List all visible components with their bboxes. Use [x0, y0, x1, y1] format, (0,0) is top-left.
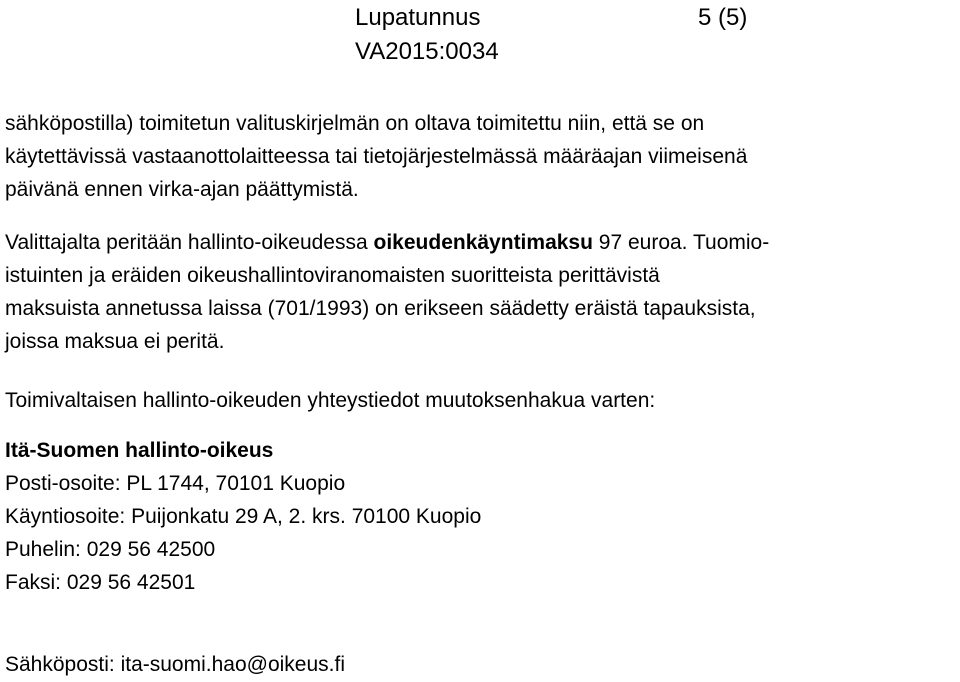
- visiting-address: Käyntiosoite: Puijonkatu 29 A, 2. krs. 70100 Kuopio: [5, 505, 482, 528]
- fee-line-2: istuinten ja eräiden oikeushallintoviranomaisten suoritteista perittävistä: [5, 264, 660, 287]
- fee-line-1-start: Valittajalta peritään hallinto-oikeudessa: [5, 231, 374, 254]
- contact-intro: Toimivaltaisen hallinto-oikeuden yhteystiedot muutoksenhakua varten:: [5, 389, 656, 412]
- phone-number: Puhelin: 029 56 42500: [5, 538, 216, 561]
- postal-address: Posti-osoite: PL 1744, 70101 Kuopio: [5, 472, 346, 495]
- court-name: Itä-Suomen hallinto-oikeus: [5, 439, 274, 462]
- delivery-line-1: sähköpostilla) toimitetun valituskirjelmän on oltava toimitettu niin, että se on: [5, 112, 705, 135]
- page-number: 5 (5): [698, 4, 748, 31]
- contact-block: [5, 434, 955, 599]
- document-type: Lupatunnus: [355, 4, 481, 31]
- fee-line-1: [5, 226, 955, 259]
- document-id: VA2015:0034: [355, 38, 499, 65]
- delivery-line-2: käytettävissä vastaanottolaitteessa tai tietojärjestelmässä määräajan viimeisenä: [5, 145, 748, 168]
- fee-line-1-end: 97 euroa. Tuomio-: [592, 231, 770, 254]
- fee-line-4: joissa maksua ei peritä.: [5, 330, 225, 353]
- fee-paragraph: [5, 226, 955, 358]
- email-address: Sähköposti: ita-suomi.hao@oikeus.fi: [5, 653, 345, 676]
- delivery-line-3: päivänä ennen virka-ajan päättymistä.: [5, 178, 359, 201]
- delivery-paragraph: [5, 107, 955, 206]
- fee-term: oikeudenkäyntimaksu: [373, 231, 593, 254]
- fax-number: Faksi: 029 56 42501: [5, 571, 196, 594]
- fee-line-3: maksuista annetussa laissa (701/1993) on erikseen säädetty eräistä tapauksista,: [5, 297, 756, 320]
